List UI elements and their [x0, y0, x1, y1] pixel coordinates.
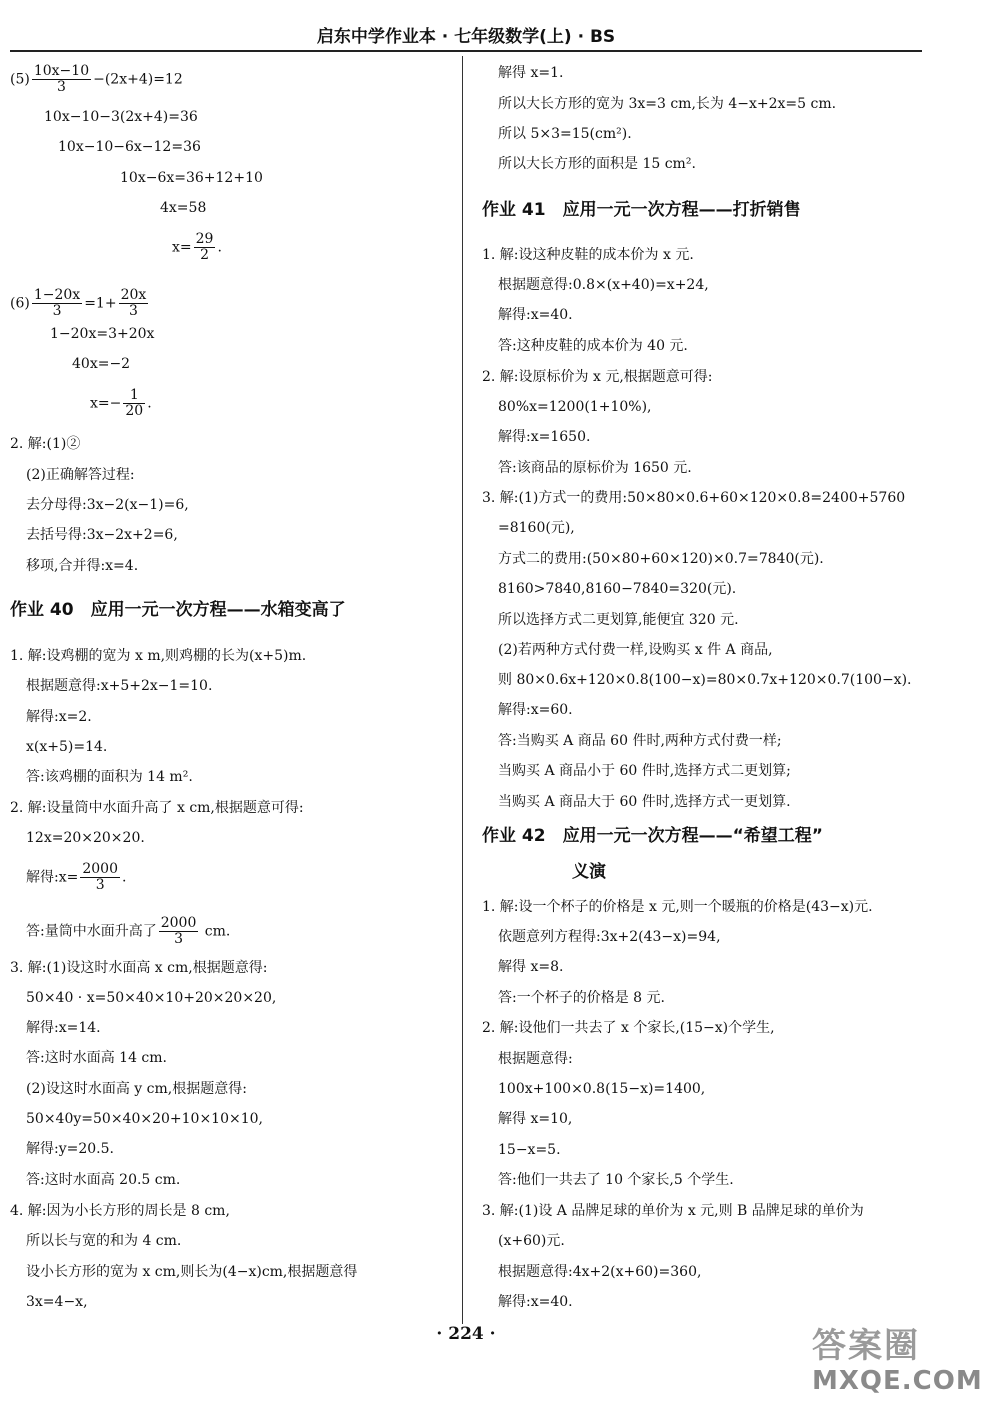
right-b3-line8: 解得:x=60. [498, 702, 573, 718]
left-a1-line5: 答:该鸡棚的面积为 14 m². [26, 769, 193, 785]
column-divider [462, 56, 463, 1324]
left-a2-line3: 解得:x= $\frac{2000}{3}$ . [26, 861, 127, 893]
left-q2-line5: 移项,合并得:x=4. [26, 558, 139, 574]
right-d2-line5: 15−x=5. [498, 1142, 561, 1158]
left-a4-line3: 设小长方形的宽为 x cm,则长为(4−x)cm,根据题意得 [26, 1264, 358, 1280]
p5-fraction: $\frac{10x-10}{3}$ [33, 63, 90, 95]
left-a4-line1: 4. 解:因为小长方形的周长是 8 cm, [10, 1203, 230, 1219]
right-d2-line3: 100x+100×0.8(15−x)=1400, [498, 1081, 706, 1097]
right-d2-line6: 答:他们一共去了 10 个家长,5 个学生. [498, 1172, 734, 1188]
right-b1-line4: 答:这种皮鞋的成本价为 40 元. [498, 338, 688, 354]
left-a3-line2: 50×40 · x=50×40×10+20×20×20, [26, 990, 277, 1006]
right-d1-line4: 答:一个杯子的价格是 8 元. [498, 990, 665, 1006]
left-a2-line2: 12x=20×20×20. [26, 830, 145, 846]
a2-result-fraction: $\frac{2000}{3}$ [82, 861, 118, 893]
page-header-title: 启东中学作业本 · 七年级数学(上) · BS [316, 27, 616, 47]
left-a3-line6: 50×40y=50×40×20+10×10×10, [26, 1111, 263, 1127]
right-b1-line3: 解得:x=40. [498, 307, 573, 323]
p6-fraction-left: $\frac{1-20x}{3}$ [33, 287, 81, 319]
p5-result-fraction: $\frac{29}{2}$ [195, 231, 214, 263]
p5-label: (5) [10, 71, 30, 88]
right-b2-line3: 解得:x=1650. [498, 429, 591, 445]
watermark-logo-en: MXQE.COM [812, 1366, 983, 1396]
left-a3-line8: 答:这时水面高 20.5 cm. [26, 1172, 181, 1188]
left-a2-line4: 答:量筒中水面升高了 $\frac{2000}{3}$ cm. [26, 915, 231, 947]
left-a3-line4: 答:这时水面高 14 cm. [26, 1050, 167, 1066]
left-p5-line2: 10x−10−3(2x+4)=36 [44, 109, 198, 125]
right-b3-line6: (2)若两种方式付费一样,设购买 x 件 A 商品, [498, 642, 773, 658]
right-b3-line1: 3. 解:(1)方式一的费用:50×80×0.6+60×120×0.8=2400+5760 [482, 490, 906, 506]
section-title-40: 作业 40 应用一元一次方程——水箱变高了 [10, 600, 346, 620]
left-q2-line2: (2)正确解答过程: [26, 467, 135, 483]
left-a2-line1: 2. 解:设量筒中水面升高了 x cm,根据题意可得: [10, 800, 304, 816]
left-q2-line3: 去分母得:3x−2(x−1)=6, [26, 497, 189, 513]
right-d3-line1: 3. 解:(1)设 A 品牌足球的单价为 x 元,则 B 品牌足球的单价为 [482, 1203, 864, 1219]
right-d2-line4: 解得 x=10, [498, 1111, 573, 1127]
right-b2-line1: 2. 解:设原标价为 x 元,根据题意可得: [482, 369, 713, 385]
left-a1-line1: 1. 解:设鸡棚的宽为 x m,则鸡棚的长为(x+5)m. [10, 648, 307, 664]
right-c-line3: 所以 5×3=15(cm²). [498, 126, 632, 142]
right-b2-line2: 80%x=1200(1+10%), [498, 399, 652, 415]
left-a1-line4: x(x+5)=14. [26, 739, 108, 755]
right-d2-line1: 2. 解:设他们一共去了 x 个家长,(15−x)个学生, [482, 1020, 775, 1036]
section-title-41: 作业 41 应用一元一次方程——打折销售 [482, 200, 801, 220]
left-a1-line3: 解得:x=2. [26, 709, 92, 725]
left-a1-line2: 根据题意得:x+5+2x−1=10. [26, 678, 213, 694]
right-c-line1: 解得 x=1. [498, 65, 564, 81]
right-d2-line2: 根据题意得: [498, 1051, 573, 1067]
left-p6-line3: 40x=−2 [72, 356, 131, 372]
right-b3-line4: 8160>7840,8160−7840=320(元). [498, 581, 737, 597]
right-c-line4: 所以大长方形的面积是 15 cm². [498, 156, 696, 172]
left-q2-line4: 去括号得:3x−2x+2=6, [26, 527, 178, 543]
header-rule [10, 50, 922, 52]
right-b3-line11: 当购买 A 商品大于 60 件时,选择方式一更划算. [498, 794, 791, 810]
left-p5-line4: 10x−6x=36+12+10 [120, 170, 263, 186]
left-p6-line1: (6) $\frac{1-20x}{3}$ =1+ $\frac{20x}{3}$ [10, 287, 147, 319]
right-b3-line5: 所以选择方式二更划算,能便宜 320 元. [498, 612, 739, 628]
left-q2-line1: 2. 解:(1)② [10, 436, 81, 452]
right-d3-line3: 根据题意得:4x+2(x+60)=360, [498, 1264, 702, 1280]
right-b3-line7: 则 80×0.6x+120×0.8(100−x)=80×0.7x+120×0.7(100−x). [498, 672, 912, 688]
left-p6-line4: x=− $\frac{1}{20}$ . [90, 387, 152, 419]
p6-fraction-right: $\frac{20x}{3}$ [120, 287, 147, 319]
right-b3-line3: 方式二的费用:(50×80+60×120)×0.7=7840(元). [498, 551, 824, 567]
right-b3-line2: =8160(元), [498, 520, 575, 536]
right-d1-line3: 解得 x=8. [498, 959, 564, 975]
left-p6-line2: 1−20x=3+20x [50, 326, 155, 342]
left-a4-line4: 3x=4−x, [26, 1294, 88, 1310]
section-title-42: 作业 42 应用一元一次方程——“希望工程” [482, 826, 823, 846]
left-p5-line1 [10, 64, 183, 95]
right-d1-line2: 依题意列方程得:3x+2(43−x)=94, [498, 929, 721, 945]
right-b2-line4: 答:该商品的原标价为 1650 元. [498, 460, 692, 476]
right-b1-line1: 1. 解:设这种皮鞋的成本价为 x 元. [482, 247, 694, 263]
right-b1-line2: 根据题意得:0.8×(x+40)=x+24, [498, 277, 709, 293]
left-p5-line6: x= $\frac{29}{2}$ . [172, 231, 222, 263]
left-a3-line1: 3. 解:(1)设这时水面高 x cm,根据题意得: [10, 960, 268, 976]
left-a3-line3: 解得:x=14. [26, 1020, 101, 1036]
page-number: · 224 · [436, 1324, 496, 1344]
left-a3-line5: (2)设这时水面高 y cm,根据题意得: [26, 1081, 247, 1097]
a2-answer-fraction: $\frac{2000}{3}$ [160, 915, 197, 947]
watermark-logo-cn: 答案圈 [812, 1326, 920, 1366]
left-p5-line3: 10x−10−6x−12=36 [58, 139, 201, 155]
right-b3-line10: 当购买 A 商品小于 60 件时,选择方式二更划算; [498, 763, 791, 779]
p5-rest: −(2x+4)=12 [93, 71, 183, 88]
section-title-42-cont: 义演 [572, 862, 606, 882]
right-c-line2: 所以大长方形的宽为 3x=3 cm,长为 4−x+2x=5 cm. [498, 96, 837, 112]
right-d3-line2: (x+60)元. [498, 1233, 565, 1249]
right-d1-line1: 1. 解:设一个杯子的价格是 x 元,则一个暖瓶的价格是(43−x)元. [482, 899, 873, 915]
right-b3-line9: 答:当购买 A 商品 60 件时,两种方式付费一样; [498, 733, 782, 749]
left-p5-line5: 4x=58 [160, 200, 207, 216]
left-a4-line2: 所以长与宽的和为 4 cm. [26, 1233, 182, 1249]
right-d3-line4: 解得:x=40. [498, 1294, 573, 1310]
left-a3-line7: 解得:y=20.5. [26, 1141, 114, 1157]
p6-result-fraction: $\frac{1}{20}$ [125, 387, 144, 419]
